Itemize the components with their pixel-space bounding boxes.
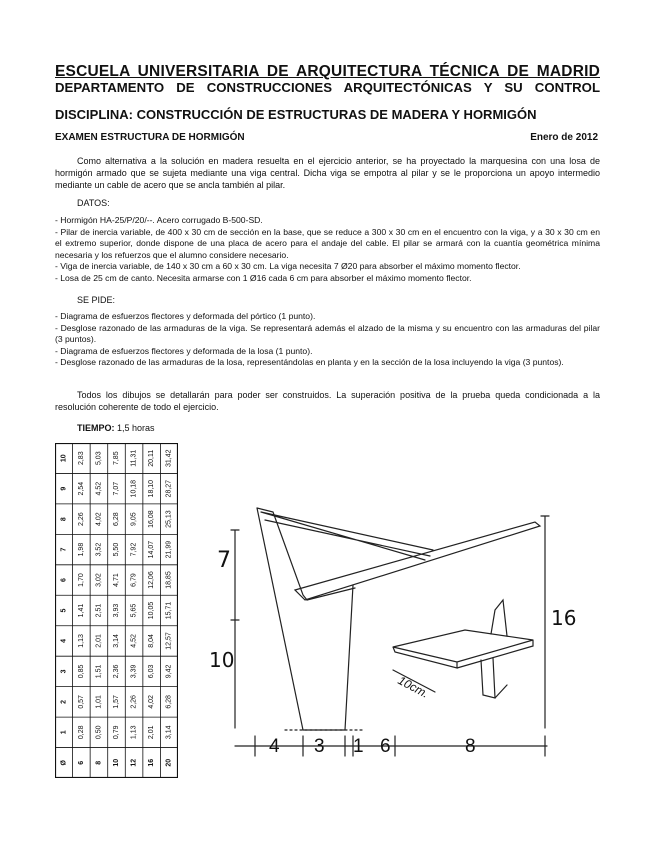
table-cell: 3,93 bbox=[113, 603, 120, 618]
table-diameter-cell: 10 bbox=[113, 758, 120, 767]
list-item: - Diagrama de esfuerzos flectores y deformada del pórtico (1 punto). bbox=[55, 311, 316, 321]
table-cell: 3,14 bbox=[165, 725, 173, 740]
discipline-title: DISCIPLINA: CONSTRUCCIÓN DE ESTRUCTURAS DE MADERA Y HORMIGÓN bbox=[55, 107, 537, 122]
table-cell: 1,98 bbox=[77, 542, 85, 557]
list-item: - Desglose razonado de las armaduras de la losa, representándolas en planta y en la sección de la losa incluyendo la viga (3 puntos). bbox=[55, 357, 564, 367]
table-cell: 2,26 bbox=[77, 512, 85, 526]
list-item: - Losa de 25 cm de canto. Necesita armarse con 1 Ø16 cada 6 cm para absorber el máximo momento flector. bbox=[55, 272, 472, 283]
table-cell: 8,04 bbox=[148, 634, 156, 648]
dim-vertical-right bbox=[541, 516, 549, 728]
table-cell: 7,07 bbox=[113, 481, 120, 496]
list-item: - Pilar de inercia variable, de 400 x 30 cm de sección en la base, que se reduce a 300 x 30 cm en el encuentro con la viga, y a 30 x 30 cm en el extremo superior, donde dispone de una placa de acero para el andaje del cable. El pilar se armará con la cuantía geométrica mínima necesaria y los refuerzos que el alumno considere necesario. bbox=[55, 226, 600, 260]
table-cell: 5,50 bbox=[113, 542, 120, 557]
table-cell: 14,07 bbox=[148, 540, 156, 559]
rebar-area-table bbox=[55, 443, 178, 778]
structure-sketch-svg bbox=[195, 500, 605, 800]
table-cell: 0,57 bbox=[77, 695, 85, 709]
table-cell: 0,28 bbox=[77, 725, 85, 740]
table-cell: 1,13 bbox=[77, 634, 85, 648]
table-header-cell: 1 bbox=[60, 730, 68, 735]
table-cell: 5,65 bbox=[130, 603, 138, 618]
table-header-cell: Ø bbox=[60, 760, 68, 766]
dim-label-bottom-1: 4 bbox=[269, 736, 280, 757]
dim-label-bottom-3: 1 bbox=[353, 736, 364, 757]
table-cell: 2,83 bbox=[77, 451, 85, 466]
tiempo-line bbox=[77, 423, 155, 433]
department-title: DEPARTAMENTO DE CONSTRUCCIONES ARQUITECTÓNICAS Y SU CONTROL bbox=[55, 80, 600, 95]
list-item: - Viga de inercia variable, de 140 x 30 cm a 60 x 30 cm. La viga necesita 7 Ø20 para absorber el máximo momento flector. bbox=[55, 261, 521, 271]
table-cell: 9,05 bbox=[130, 512, 138, 526]
tiempo-value: 1,5 horas bbox=[114, 423, 155, 433]
table-diameter-cell: 20 bbox=[165, 758, 173, 767]
table-cell: 1,13 bbox=[130, 725, 138, 740]
table-cell: 10,05 bbox=[148, 601, 156, 620]
table-cell: 2,01 bbox=[148, 725, 156, 740]
table-cell: 6,03 bbox=[148, 664, 156, 679]
dim-vertical-left bbox=[231, 530, 239, 728]
datos-list bbox=[55, 215, 600, 284]
list-item: - Hormigón HA-25/P/20/--. Acero corrugado B-500-SD. bbox=[55, 215, 263, 225]
table-cell: 4,02 bbox=[95, 512, 103, 526]
table-cell: 12,06 bbox=[148, 571, 156, 589]
table-cell: 2,26 bbox=[130, 695, 138, 709]
datos-heading: DATOS: bbox=[77, 198, 110, 208]
dim-label-7: 7 bbox=[217, 548, 231, 573]
dim-label-bottom-4: 6 bbox=[380, 736, 391, 757]
table-cell: 1,41 bbox=[77, 603, 85, 618]
table-cell: 10,18 bbox=[130, 479, 138, 498]
table-header-cell: 7 bbox=[60, 547, 68, 552]
table-cell: 18,85 bbox=[165, 571, 173, 589]
table-cell: 6,79 bbox=[130, 573, 138, 587]
table-cell: 1,01 bbox=[95, 695, 103, 709]
table-diameter-cell: 6 bbox=[77, 760, 85, 765]
exam-title: EXAMEN ESTRUCTURA DE HORMIGÓN bbox=[55, 132, 245, 143]
table-cell: 25,13 bbox=[165, 510, 173, 528]
rebar-table-svg bbox=[55, 443, 178, 778]
table-cell: 1,70 bbox=[77, 573, 85, 587]
table-header-cell: 10 bbox=[60, 454, 68, 463]
table-header-cell: 9 bbox=[60, 486, 68, 491]
dim-horizontal bbox=[235, 736, 547, 756]
table-cell: 3,02 bbox=[95, 573, 103, 587]
table-cell: 2,36 bbox=[113, 664, 120, 679]
table-cell: 5,03 bbox=[95, 451, 103, 466]
table-cell: 11,31 bbox=[130, 449, 138, 467]
structure-drawing bbox=[195, 500, 605, 800]
sepide-heading: SE PIDE: bbox=[77, 295, 116, 305]
table-cell: 4,71 bbox=[113, 573, 120, 587]
table-cell: 28,27 bbox=[165, 479, 173, 498]
table-cell: 3,52 bbox=[95, 542, 103, 557]
closing-paragraph: Todos los dibujos se detallarán para poder ser construidos. La superación positiva de la prueba queda condicionada a la resolución coherente de todo el ejercicio. bbox=[55, 390, 600, 412]
dim-label-16: 16 bbox=[551, 606, 577, 630]
sepide-list bbox=[55, 311, 600, 369]
table-cell: 16,08 bbox=[148, 510, 156, 528]
table-diameter-cell: 16 bbox=[148, 758, 156, 767]
table-cell: 2,54 bbox=[77, 481, 85, 496]
table-cell: 31,42 bbox=[165, 449, 173, 467]
table-cell: 1,51 bbox=[95, 664, 103, 679]
table-cell: 1,57 bbox=[113, 695, 120, 709]
table-header-cell: 6 bbox=[60, 578, 68, 582]
school-title: ESCUELA UNIVERSITARIA DE ARQUITECTURA TÉCNICA DE MADRID bbox=[55, 63, 600, 80]
slab bbox=[393, 630, 533, 668]
table-cell: 21,99 bbox=[165, 540, 173, 559]
exam-date: Enero de 2012 bbox=[530, 132, 598, 143]
table-cell: 20,11 bbox=[148, 449, 156, 467]
tiempo-label: TIEMPO: bbox=[77, 423, 115, 433]
cable bbox=[261, 512, 433, 560]
table-cell: 15,71 bbox=[165, 601, 173, 620]
table-cell: 4,52 bbox=[130, 634, 138, 648]
table-cell: 12,57 bbox=[165, 632, 173, 650]
table-header-cell: 5 bbox=[60, 608, 68, 613]
table-cell: 3,39 bbox=[130, 664, 138, 679]
dim-label-bottom-2: 3 bbox=[314, 736, 325, 757]
table-cell: 0,85 bbox=[77, 664, 85, 679]
pillar-outline bbox=[257, 508, 353, 730]
table-cell: 18,10 bbox=[148, 479, 156, 498]
dim-label-10: 10 bbox=[209, 648, 235, 672]
list-item: - Diagrama de esfuerzos flectores y deformada de la losa (1 punto). bbox=[55, 345, 313, 356]
table-cell: 7,85 bbox=[113, 451, 120, 466]
dim-label-slab: 10cm. bbox=[395, 673, 432, 701]
table-cell: 2,01 bbox=[95, 634, 103, 648]
table-cell: 7,92 bbox=[130, 542, 138, 557]
dim-label-bottom-5: 8 bbox=[465, 736, 476, 757]
table-header-cell: 8 bbox=[60, 517, 68, 522]
list-item: - Desglose razonado de las armaduras de la viga. Se representará además el alzado de la misma y su encuentro con las armaduras del pilar (3 puntos). bbox=[55, 322, 600, 344]
beam bbox=[295, 522, 540, 600]
table-header-cell: 4 bbox=[60, 639, 68, 643]
table-cell: 2,51 bbox=[95, 603, 103, 618]
table-header-cell: 2 bbox=[60, 699, 68, 704]
intro-paragraph: Como alternativa a la solución en madera resuelta en el ejercicio anterior, se ha proyectado la marquesina con una losa de hormigón armado que se sujeta mediante una viga central. Dicha viga se empotra al pilar y se le proporciona un apoyo intermedio mediante un cable de acero que se ancla también al pilar. bbox=[55, 156, 600, 190]
table-diameter-cell: 12 bbox=[130, 758, 138, 767]
table-cell: 6,28 bbox=[165, 695, 173, 709]
table-cell: 9,42 bbox=[165, 664, 173, 679]
table-cell: 0,79 bbox=[113, 725, 120, 740]
table-cell: 6,28 bbox=[113, 512, 120, 526]
table-cell: 3,14 bbox=[113, 634, 120, 648]
table-header-cell: 3 bbox=[60, 669, 68, 674]
table-cell: 0,50 bbox=[95, 725, 103, 740]
table-cell: 4,52 bbox=[95, 481, 103, 496]
table-cell: 4,02 bbox=[148, 695, 156, 709]
table-diameter-cell: 8 bbox=[95, 760, 103, 765]
